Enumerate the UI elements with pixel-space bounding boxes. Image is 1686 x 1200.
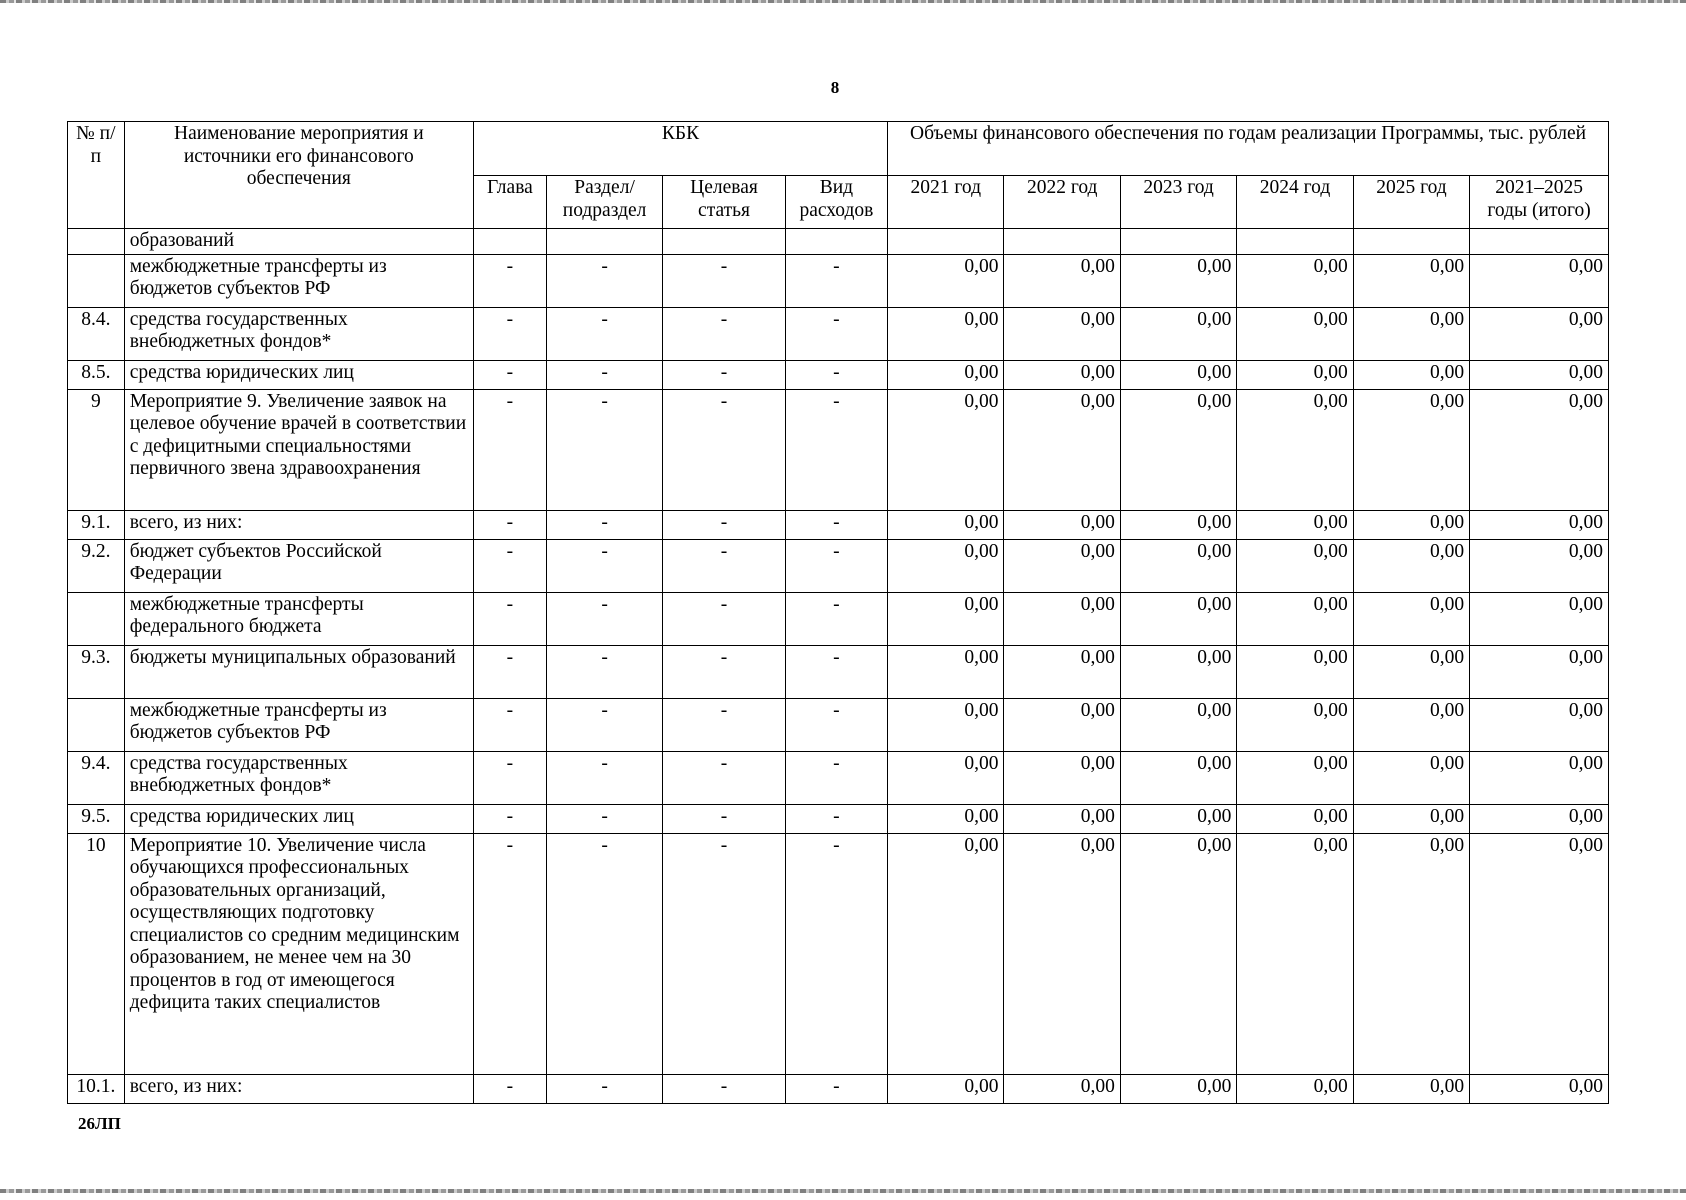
row-name: бюджет субъектов Российской Федерации [124,539,473,592]
kbk-target-cell: - [663,539,786,592]
value-total: 0,00 [1470,698,1609,751]
kbk-target-cell: - [663,751,786,804]
kbk-chapter-cell: - [473,510,546,539]
kbk-section-cell [546,229,662,255]
header-total: 2021–2025 годы (итого) [1470,176,1609,229]
kbk-expense-type-cell: - [785,645,887,698]
value-2022: 0,00 [1004,698,1120,751]
value-2024: 0,00 [1237,307,1353,360]
kbk-target-cell: - [663,510,786,539]
kbk-expense-type-cell: - [785,389,887,510]
kbk-chapter-cell [473,229,546,255]
kbk-target-cell: - [663,254,786,307]
table-row [68,592,1609,645]
value-2023: 0,00 [1120,698,1236,751]
value-2023: 0,00 [1120,307,1236,360]
kbk-expense-type-cell [785,229,887,255]
kbk-target-cell: - [663,698,786,751]
row-name: всего, из них: [124,1074,473,1103]
row-name: межбюджетные трансферты из бюджетов субъектов РФ [124,698,473,751]
row-number: 10.1. [68,1074,125,1103]
value-2025: 0,00 [1353,389,1469,510]
row-name: всего, из них: [124,510,473,539]
value-total [1470,229,1609,255]
value-2025: 0,00 [1353,254,1469,307]
value-2021: 0,00 [888,751,1004,804]
row-number [68,592,125,645]
value-2022: 0,00 [1004,592,1120,645]
kbk-chapter-cell: - [473,804,546,833]
table-row [68,1074,1609,1103]
header-num: № п/п [68,122,125,229]
kbk-expense-type-cell: - [785,804,887,833]
header-year-2023: 2023 год [1120,176,1236,229]
kbk-section-cell: - [546,804,662,833]
scan-edge-top [0,0,1686,3]
table-row [68,307,1609,360]
value-2022: 0,00 [1004,254,1120,307]
kbk-expense-type-cell: - [785,539,887,592]
value-2023: 0,00 [1120,254,1236,307]
value-2021: 0,00 [888,510,1004,539]
kbk-chapter-cell: - [473,389,546,510]
value-2024: 0,00 [1237,254,1353,307]
kbk-section-cell: - [546,307,662,360]
kbk-chapter-cell: - [473,698,546,751]
kbk-expense-type-cell: - [785,698,887,751]
value-2022: 0,00 [1004,510,1120,539]
value-2025: 0,00 [1353,804,1469,833]
value-2024: 0,00 [1237,751,1353,804]
table-row [68,389,1609,510]
kbk-expense-type-cell: - [785,307,887,360]
value-2025: 0,00 [1353,307,1469,360]
kbk-target-cell [663,229,786,255]
value-2023: 0,00 [1120,833,1236,1074]
table-header [68,122,1609,229]
value-2021: 0,00 [888,645,1004,698]
value-total: 0,00 [1470,751,1609,804]
value-2022: 0,00 [1004,307,1120,360]
header-kbk-chapter: Глава [473,176,546,229]
kbk-target-cell: - [663,645,786,698]
value-2025: 0,00 [1353,698,1469,751]
value-total: 0,00 [1470,307,1609,360]
value-2022: 0,00 [1004,833,1120,1074]
value-2023: 0,00 [1120,360,1236,389]
kbk-target-cell: - [663,1074,786,1103]
value-2021 [888,229,1004,255]
row-number: 10 [68,833,125,1074]
header-kbk-expense-type: Вид расходов [785,176,887,229]
value-2025: 0,00 [1353,539,1469,592]
value-2025: 0,00 [1353,1074,1469,1103]
kbk-chapter-cell: - [473,645,546,698]
row-name: средства государственных внебюджетных фондов* [124,307,473,360]
kbk-section-cell: - [546,539,662,592]
value-2023: 0,00 [1120,389,1236,510]
kbk-target-cell: - [663,592,786,645]
row-number: 9.4. [68,751,125,804]
kbk-target-cell: - [663,389,786,510]
table-row [68,229,1609,255]
financing-table [67,121,1609,1104]
value-2023: 0,00 [1120,645,1236,698]
value-2024: 0,00 [1237,804,1353,833]
row-name: средства юридических лиц [124,804,473,833]
value-2021: 0,00 [888,698,1004,751]
kbk-expense-type-cell: - [785,510,887,539]
row-number: 9.1. [68,510,125,539]
value-2022: 0,00 [1004,539,1120,592]
value-2024: 0,00 [1237,510,1353,539]
header-kbk-target: Целевая статья [663,176,786,229]
value-2021: 0,00 [888,360,1004,389]
kbk-expense-type-cell: - [785,1074,887,1103]
table-row [68,539,1609,592]
table-row [68,645,1609,698]
value-2023: 0,00 [1120,1074,1236,1103]
value-2025: 0,00 [1353,833,1469,1074]
header-year-2022: 2022 год [1004,176,1120,229]
value-total: 0,00 [1470,1074,1609,1103]
value-2025: 0,00 [1353,751,1469,804]
header-year-2025: 2025 год [1353,176,1469,229]
kbk-section-cell: - [546,592,662,645]
kbk-section-cell: - [546,645,662,698]
value-2025 [1353,229,1469,255]
kbk-expense-type-cell: - [785,360,887,389]
value-2024: 0,00 [1237,592,1353,645]
table-row [68,254,1609,307]
kbk-target-cell: - [663,360,786,389]
row-number: 9 [68,389,125,510]
kbk-chapter-cell: - [473,254,546,307]
row-number: 8.5. [68,360,125,389]
value-2021: 0,00 [888,592,1004,645]
row-number: 8.4. [68,307,125,360]
header-kbk-section: Раздел/ подраздел [546,176,662,229]
kbk-section-cell: - [546,389,662,510]
row-name: межбюджетные трансферты федерального бюджета [124,592,473,645]
value-2022: 0,00 [1004,751,1120,804]
value-2021: 0,00 [888,307,1004,360]
value-2025: 0,00 [1353,645,1469,698]
value-2023: 0,00 [1120,592,1236,645]
table-body [68,229,1609,1104]
kbk-target-cell: - [663,804,786,833]
kbk-chapter-cell: - [473,307,546,360]
value-2024: 0,00 [1237,645,1353,698]
value-2024: 0,00 [1237,1074,1353,1103]
scan-edge-bottom [0,1189,1686,1193]
kbk-section-cell: - [546,1074,662,1103]
kbk-chapter-cell: - [473,751,546,804]
value-2021: 0,00 [888,254,1004,307]
value-total: 0,00 [1470,539,1609,592]
kbk-section-cell: - [546,751,662,804]
table-row [68,360,1609,389]
kbk-expense-type-cell: - [785,833,887,1074]
kbk-expense-type-cell: - [785,751,887,804]
kbk-chapter-cell: - [473,539,546,592]
value-2024: 0,00 [1237,698,1353,751]
kbk-chapter-cell: - [473,1074,546,1103]
row-name: бюджеты муниципальных образований [124,645,473,698]
kbk-chapter-cell: - [473,833,546,1074]
value-2024: 0,00 [1237,539,1353,592]
kbk-expense-type-cell: - [785,592,887,645]
kbk-section-cell: - [546,254,662,307]
header-volumes: Объемы финансового обеспечения по годам реализации Программы, тыс. рублей [888,122,1609,176]
kbk-chapter-cell: - [473,592,546,645]
value-2021: 0,00 [888,1074,1004,1103]
value-total: 0,00 [1470,510,1609,539]
kbk-section-cell: - [546,698,662,751]
kbk-section-cell: - [546,360,662,389]
header-name: Наименование мероприятия и источники его финансового обеспечения [124,122,473,229]
row-number: 9.3. [68,645,125,698]
row-number [68,254,125,307]
table-row [68,510,1609,539]
header-year-2021: 2021 год [888,176,1004,229]
table-row [68,698,1609,751]
page-number: 8 [830,78,840,97]
value-2022: 0,00 [1004,389,1120,510]
value-total: 0,00 [1470,254,1609,307]
kbk-section-cell: - [546,833,662,1074]
kbk-target-cell: - [663,833,786,1074]
row-name: образований [124,229,473,255]
value-total: 0,00 [1470,360,1609,389]
kbk-expense-type-cell: - [785,254,887,307]
row-name: межбюджетные трансферты из бюджетов субъектов РФ [124,254,473,307]
value-2025: 0,00 [1353,592,1469,645]
header-kbk: КБК [473,122,887,176]
kbk-section-cell: - [546,510,662,539]
value-2022: 0,00 [1004,360,1120,389]
kbk-chapter-cell: - [473,360,546,389]
value-2024: 0,00 [1237,833,1353,1074]
value-2021: 0,00 [888,804,1004,833]
value-2022: 0,00 [1004,1074,1120,1103]
value-2023: 0,00 [1120,804,1236,833]
row-name: средства государственных внебюджетных фондов* [124,751,473,804]
value-total: 0,00 [1470,645,1609,698]
value-2023: 0,00 [1120,539,1236,592]
value-2024: 0,00 [1237,389,1353,510]
value-2021: 0,00 [888,539,1004,592]
footer-code: 26ЛП [78,1114,121,1133]
value-2025: 0,00 [1353,510,1469,539]
value-2023: 0,00 [1120,510,1236,539]
value-total: 0,00 [1470,833,1609,1074]
row-name: средства юридических лиц [124,360,473,389]
row-name: Мероприятие 9. Увеличение заявок на целевое обучение врачей в соответствии с дефицитными специальностями первичного звена здравоохранения [124,389,473,510]
value-2022: 0,00 [1004,645,1120,698]
table-row [68,804,1609,833]
value-2024 [1237,229,1353,255]
value-2023: 0,00 [1120,751,1236,804]
row-number: 9.2. [68,539,125,592]
value-total: 0,00 [1470,804,1609,833]
header-year-2024: 2024 год [1237,176,1353,229]
row-name: Мероприятие 10. Увеличение числа обучающихся профессиональных образовательных организаций, осуществляющих подготовку специалистов со средним медицинским образованием, не менее чем на 30 процентов в год от имеющегося дефицита таких специалистов [124,833,473,1074]
row-number [68,698,125,751]
value-total: 0,00 [1470,389,1609,510]
row-number: 9.5. [68,804,125,833]
value-2021: 0,00 [888,389,1004,510]
value-2022: 0,00 [1004,804,1120,833]
value-2025: 0,00 [1353,360,1469,389]
table-row [68,751,1609,804]
value-2022 [1004,229,1120,255]
table-row [68,833,1609,1074]
kbk-target-cell: - [663,307,786,360]
value-2024: 0,00 [1237,360,1353,389]
value-2023 [1120,229,1236,255]
row-number [68,229,125,255]
value-total: 0,00 [1470,592,1609,645]
value-2021: 0,00 [888,833,1004,1074]
